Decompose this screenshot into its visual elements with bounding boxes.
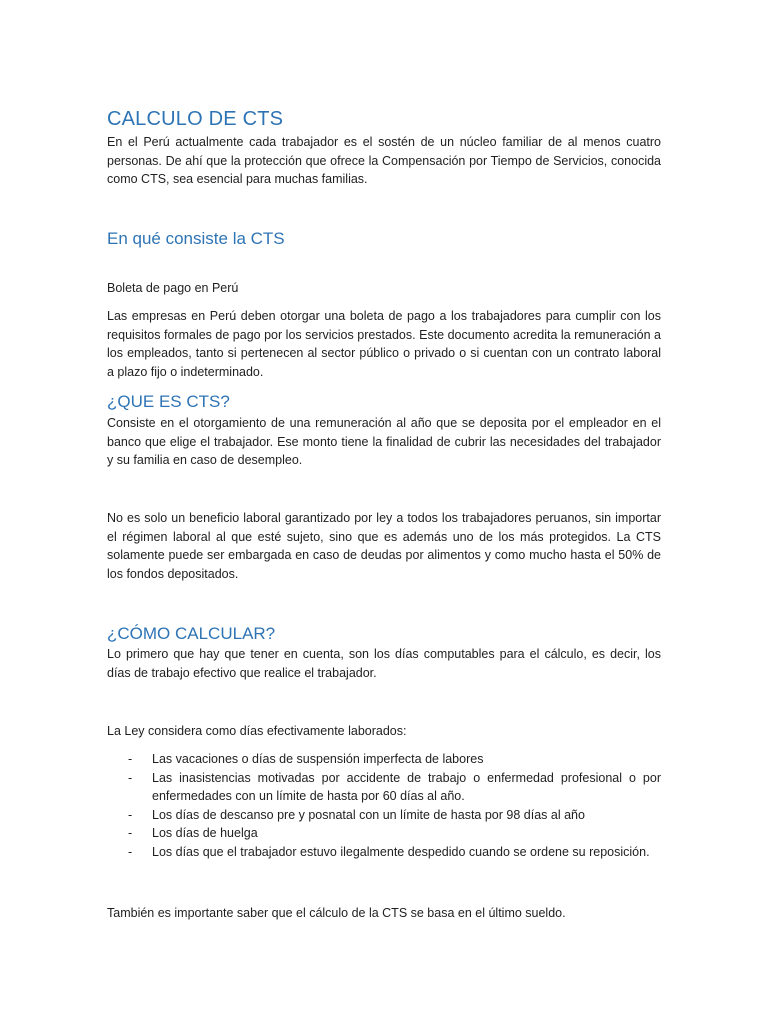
list-dash-marker: - (128, 807, 133, 822)
boleta-paragraph: Las empresas en Perú deben otorgar una boleta de pago a los trabajadores para cumplir con los requisitos formales de pago por los servicios prestados. Este documento acredita la remuneración a los empleados, tanto si pertenecen al sector público o privado o si cuentan con un contrato laboral a plazo fijo o indeterminado. (107, 309, 661, 379)
list-item-text: Las vacaciones o días de suspensión imperfecta de labores (152, 752, 484, 766)
heading-como-calcular: ¿CÓMO CALCULAR? (107, 624, 276, 643)
list-item-text: Los días de descanso pre y posnatal con un límite de hasta por 98 días al año (152, 807, 585, 822)
document-title: CALCULO DE CTS (107, 108, 284, 130)
como-paragraph-1: Lo primero que hay que tener en cuenta, son los días computables para el cálculo, es decir, los días de trabajo efectivo que realice el trabajador. (107, 647, 661, 680)
heading-que-es-cts: ¿QUE ES CTS? (107, 392, 230, 411)
list-intro: La Ley considera como días efectivamente laborados: (107, 724, 407, 738)
list-item-text: Las inasistencias motivadas por accidente de trabajo o enfermedad profesional o por enfermedades con un límite de hasta por 60 días al año. (152, 770, 661, 804)
que-es-paragraph-2: No es solo un beneficio laboral garantizado por ley a todos los trabajadores peruanos, sin importar el régimen laboral al que esté sujeto, sino que es además uno de los más protegidos. La CTS solamente puede ser embargada en caso de deudas por alimentos y como mucho hasta el 50% de los fondos depositados. (107, 511, 661, 581)
list-item-text: Los días de huelga (152, 826, 258, 841)
list-item-text: Los días que el trabajador estuvo ilegalmente despedido cuando se ordene su reposición. (152, 844, 650, 859)
list-item (107, 769, 661, 806)
heading-en-que-consiste: En qué consiste la CTS (107, 229, 285, 248)
list-item (107, 843, 661, 862)
list-item (107, 806, 661, 825)
subheading-boleta: Boleta de pago en Perú (107, 281, 239, 295)
list-item (107, 824, 661, 843)
list-item (107, 750, 661, 769)
list-dash-marker: - (128, 826, 133, 841)
list-dash-marker: - (128, 770, 133, 785)
list-dash-marker: - (128, 844, 133, 859)
dias-laborados-list (107, 750, 661, 862)
intro-paragraph: En el Perú actualmente cada trabajador es el sostén de un núcleo familiar de al menos cuatro personas. De ahí que la protección que ofrece la Compensación por Tiempo de Servicios, conocida como CTS, sea esencial para muchas familias. (107, 135, 661, 187)
que-es-paragraph-1: Consiste en el otorgamiento de una remuneración al año que se deposita por el empleador en el banco que elige el trabajador. Ese monto tiene la finalidad de cubrir las necesidades del trabajador y su familia en caso de desempleo. (107, 416, 661, 468)
list-dash-marker: - (128, 752, 133, 766)
closing-paragraph: También es importante saber que el cálculo de la CTS se basa en el último sueldo. (107, 906, 566, 920)
